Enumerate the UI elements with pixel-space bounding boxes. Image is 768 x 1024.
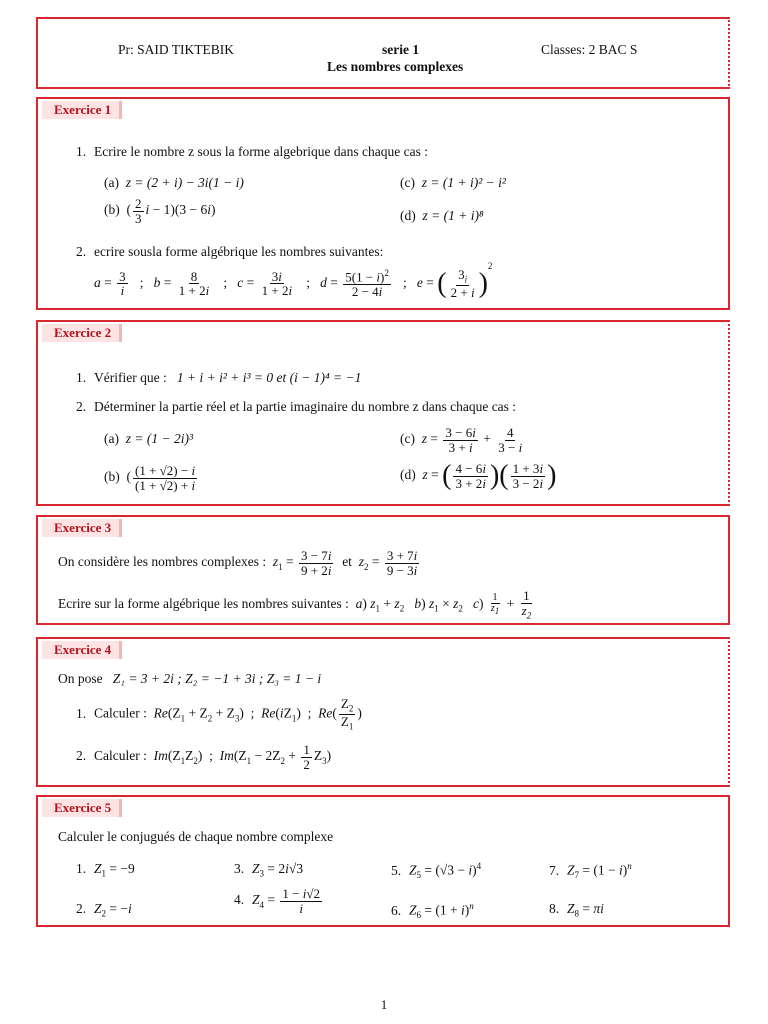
ex4-question-1: 1. Calculer : $Re(Z_1 + Z_2 + Z_3)$ ; $Re(iZ_1)$ ; Re( $\frac{Z_2}{Z_1}$ ) xyxy=(76,696,362,732)
ex2-question-2: 2. Déterminer la partie réel et la partie imaginaire du nombre z dans chaque cas : xyxy=(76,399,517,414)
ex5-item-2: 2. $Z_2 = -i$ xyxy=(76,901,132,919)
exercise-1-box xyxy=(36,97,730,310)
ex4-definitions: On pose Z₁ = 3 + 2i ; Z₂ = −1 + 3i ; Z₃ = 1 − i xyxy=(58,671,322,686)
ex2-item-c: (c) z = $\frac{3 - 6i}{3 + i}$ + $\frac{4}{3 - i}$ xyxy=(400,425,523,455)
ex2-item-a: (a) z = (1 − 2i)³ xyxy=(104,431,193,446)
ex1-question-2: 2. ecrire sousla forme algébrique les nombres suivantes: xyxy=(76,244,384,259)
ex2-item-b: (b) ( $\frac{(1 + √2) - i}{(1 + √2) + i}$ xyxy=(104,463,196,493)
ex5-item-7: 7. $Z_7 = (1 - i)^n$ xyxy=(549,861,632,881)
ex3-line-2: Ecrire sur la forme algébrique les nombres suivantes : a) $z_1 + z_2$ b) $z_1 \times z_2$ c) $\frac{1}{z_1}$ + $\frac{1}{z_2}$ xyxy=(58,588,532,621)
exercise-1-title: Exercice 1 xyxy=(42,101,122,119)
exercise-2-title: Exercice 2 xyxy=(42,324,122,342)
ex1-question-1: 1. Ecrire le nombre z sous la forme algebrique dans chaque cas : xyxy=(76,144,428,159)
exercise-5-box xyxy=(36,795,730,927)
ex5-item-8: 8. $Z_8 = \pi i$ xyxy=(549,901,604,919)
classes-label: Classes: 2 BAC S xyxy=(541,42,638,57)
subject-title: Les nombres complexes xyxy=(327,59,464,74)
ex5-item-5: 5. $Z_5 = (√3 - i)^4$ xyxy=(391,861,482,881)
page-number: 1 xyxy=(380,997,388,1012)
ex4-question-2: 2. Calculer : $Im(Z_1Z_2)$ ; $Im(Z_1 - 2Z_2$ + $\frac{1}{2}$ $Z_3$) xyxy=(76,742,332,772)
ex1-numbers-list: a = $\frac{3}{i}$ ; b = $\frac{8}{1 + 2i}$ ; c = $\frac{3i}{1 + 2i}$ ; d = $\frac{5(1 - i)^2}{2 - 4i}$ ; e = ( $\frac{3_i}{2 + i}$ )$^2$ xyxy=(94,261,493,301)
ex1-item-c: (c) z = (1 + i)² − i² xyxy=(400,175,506,190)
teacher-name: Pr: SAID TIKTEBIK xyxy=(118,42,234,57)
ex5-item-3: 3. $Z_3 = 2i√3$ xyxy=(234,861,304,879)
ex3-line-1: On considère les nombres complexes : $z_1$ = $\frac{3 - 7i}{9 + 2i}$ et $z_2$ = $\frac{3 + 7i}{9 - 3i}$ xyxy=(58,548,418,578)
ex5-item-6: 6. $Z_6 = (1 + i)^n$ xyxy=(391,901,474,921)
ex5-intro: Calculer le conjugués de chaque nombre complexe xyxy=(58,829,334,844)
ex1-item-d: (d) z = (1 + i)⁸ xyxy=(400,208,484,223)
exercise-4-title: Exercice 4 xyxy=(42,641,122,659)
exercise-5-title: Exercice 5 xyxy=(42,799,122,817)
exercise-2-box xyxy=(36,320,730,506)
exercise-3-box xyxy=(36,515,730,625)
ex1-item-a: (a) z = (2 + i) − 3i(1 − i) xyxy=(104,175,244,190)
header-box xyxy=(36,17,730,89)
exercise-3-title: Exercice 3 xyxy=(42,519,122,537)
serie-title: serie 1 xyxy=(382,42,420,57)
exercise-4-box xyxy=(36,637,730,787)
ex2-item-d: (d) z = ( $\frac{4 - 6i}{3 + 2i}$ )( $\frac{1 + 3i}{3 - 2i}$ ) xyxy=(400,460,557,492)
ex2-question-1: 1. Vérifier que : 1 + i + i² + i³ = 0 et (i − 1)⁴ = −1 xyxy=(76,370,362,385)
ex5-item-1: 1. $Z_1 = -9$ xyxy=(76,861,135,879)
ex5-item-4: 4. $Z_4$ = $\frac{1 - i√2}{i}$ xyxy=(234,886,320,916)
ex1-item-b: (b) ( $\frac{2}{3}$ i − 1)(3 − 6i) xyxy=(104,196,216,226)
